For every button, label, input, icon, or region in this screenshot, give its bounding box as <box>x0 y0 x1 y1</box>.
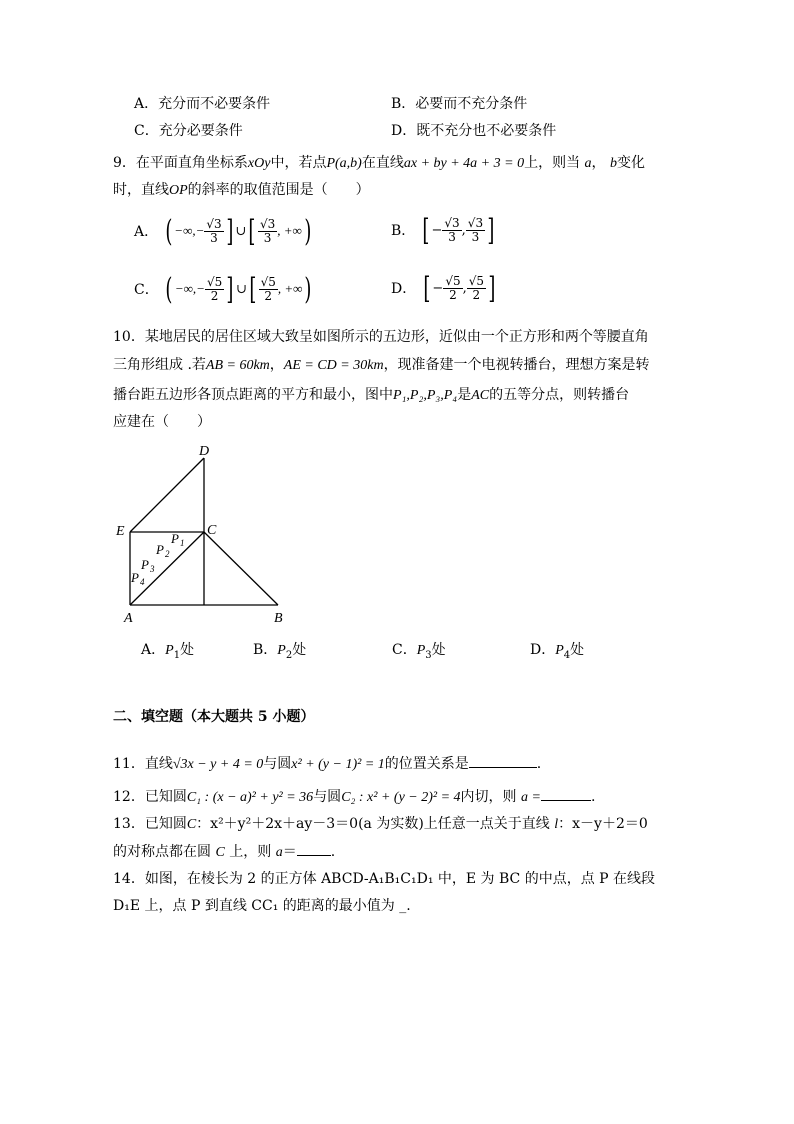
edge-cb <box>204 532 278 605</box>
section-fill-in-title: 二、填空题（本大题共 5 小题） <box>113 709 315 725</box>
label-p2: P <box>156 542 164 557</box>
label-p4-sub: 4 <box>140 577 145 587</box>
label-c: C <box>207 523 217 538</box>
q10-option-c: C．$P_3$处 <box>392 642 446 661</box>
q9-option-c: C． ( −∞,− $\frac{√5}{2}$ ] ∪[ $\frac{√5}{2}$ , +∞) <box>134 271 312 307</box>
q14-stem-line1: 14．如图，在棱长为 2 的正方体 ABCD-A₁B₁C₁D₁ 中，E 为 BC 的中点，点 P 在线段 <box>113 871 656 887</box>
q13-stem-line1: 13．已知圆C：x²＋y²＋2x＋ay－3＝0(a 为实数)上任意一点关于直线 l：x－y＋2＝0 <box>113 816 648 832</box>
q8-option-c: C．充分必要条件 <box>134 123 243 139</box>
label-p4: P <box>131 570 139 585</box>
q9-option-d: D． [ − $\frac{√5}{2}$ , $\frac{√5}{2}$ ] <box>391 270 496 306</box>
label-e: E <box>116 524 125 539</box>
q9-option-a: A． ( −∞,− $\frac{√3}{3}$ ] ∪[ $\frac{√3}{3}$ , +∞) <box>134 213 312 249</box>
q8-option-d: D．既不充分也不必要条件 <box>391 123 557 139</box>
q9-option-b: B． [ − $\frac{√3}{3}$ , $\frac{√3}{3}$ ] <box>391 212 495 248</box>
q8-option-a: A．充分而不必要条件 <box>134 96 271 112</box>
label-d: D <box>199 444 210 459</box>
label-p3-sub: 3 <box>150 564 155 574</box>
q10-option-a: A．$P_1$处 <box>141 642 195 661</box>
q12-answer-blank[interactable] <box>541 786 591 801</box>
label-p1: P <box>171 531 179 546</box>
q11-answer-blank[interactable] <box>469 753 537 768</box>
label-p1-sub: 1 <box>180 538 185 548</box>
q13-answer-blank[interactable] <box>297 841 331 856</box>
q10-option-b: B．$P_2$处 <box>253 642 307 661</box>
q9-stem-line1: 9．在平面直角坐标系xOy中，若点P(a,b)在直线ax + by + 4a + 3 = 0上，则当 a， b变化 <box>113 155 645 171</box>
q10-stem-line4: 应建在（ ） <box>113 414 211 430</box>
q13-stem-line2: 的对称点都在圆 C 上，则 a＝ . <box>113 841 335 863</box>
q8-option-b: B．必要而不充分条件 <box>391 96 528 112</box>
q9-stem-line2: 时，直线OP的斜率的取值范围是（ ） <box>113 182 370 198</box>
label-p3: P <box>141 557 149 572</box>
q10-stem-line1: 10．某地居民的居住区域大致呈如图所示的五边形，近似由一个正方形和两个等腰直角 <box>113 329 649 345</box>
q10-stem-line3: 播台距五边形各顶点距离的平方和最小，图中P₁,P₂,P₃,P₄是AC的五等分点，则转播台 <box>113 387 630 403</box>
q14-stem-line2: D₁E 上，点 P 到直线 CC₁ 的距离的最小值为 _. <box>113 898 411 914</box>
label-b: B <box>274 611 283 626</box>
q10-option-d: D．$P_4$处 <box>530 642 585 661</box>
q11-stem: 11．直线√3x − y + 4 = 0与圆x² + (y − 1)² = 1的位置关系是 . <box>113 753 541 775</box>
label-p2-sub: 2 <box>165 549 170 559</box>
q12-stem: 12．已知圆C₁ : (x − a)² + y² = 36与圆C₂ : x² + (y − 2)² = 4内切，则 a = . <box>113 786 595 808</box>
label-a: A <box>124 611 133 626</box>
q10-stem-line2: 三角形组成 .若AB = 60km，AE = CD = 30km，现准备建一个电视转播台，理想方案是转 <box>113 357 650 373</box>
edge-ed <box>130 458 204 532</box>
